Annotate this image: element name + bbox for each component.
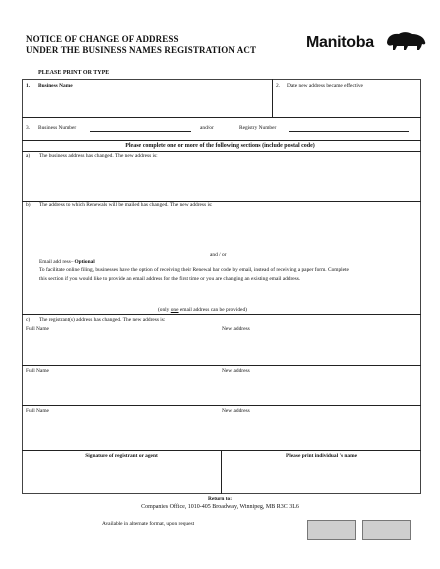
sections-heading: Please complete one or more of the following sections (include postal code) <box>125 143 315 149</box>
row1-divider <box>272 79 273 117</box>
date-num: 2. <box>276 83 281 89</box>
one-email-note <box>158 307 247 313</box>
return-address: Companies Office, 1010-405 Broadway, Winnipeg, MB R3C 3L6 <box>141 504 299 510</box>
form-button-left[interactable] <box>307 520 356 540</box>
new-address-field-2[interactable] <box>222 376 416 402</box>
business-number-field[interactable] <box>90 131 191 132</box>
section-b-letter: b) <box>26 202 31 208</box>
logo-wordmark: Manitoba <box>306 34 374 51</box>
andor-text: and/or <box>200 125 214 131</box>
email-desc-line1: To facilitate online filing, businesses have the option of receiving their Renewal bar code by email, instead of receiving a paper form. Complete <box>39 267 349 273</box>
section-a-letter: a) <box>26 153 31 159</box>
business-address-field[interactable] <box>26 162 416 198</box>
registry-number-field[interactable] <box>289 131 409 132</box>
row3-num: 3. <box>26 125 31 131</box>
row1-bottom-line <box>22 117 421 118</box>
and-or-text: and / or <box>210 252 227 258</box>
form-button-right[interactable] <box>362 520 411 540</box>
full-name-field-2[interactable] <box>26 376 216 402</box>
section-c-text: The registrant(s) address has changed. The new address is: <box>39 317 166 323</box>
one-email-pre: (only <box>158 307 171 313</box>
business-name-num: 1. <box>26 83 31 89</box>
date-effective-field[interactable] <box>285 92 417 114</box>
registrant-row2-line <box>22 405 421 406</box>
business-number-label: Business Number <box>38 125 77 131</box>
new-address-label-1: New address <box>222 326 250 332</box>
date-effective-label: Date new address became effective <box>287 83 363 89</box>
full-name-label-2: Full Name <box>26 368 49 374</box>
heading-bottom-line <box>22 151 421 152</box>
registry-number-label: Registry Number <box>239 125 277 131</box>
full-name-field-3[interactable] <box>26 416 216 446</box>
one-email-post: email address can be provided) <box>178 307 247 313</box>
renewals-address-field[interactable] <box>26 211 416 247</box>
new-address-field-1[interactable] <box>222 334 416 362</box>
alternate-format-note: Available in alternate format, upon request <box>102 521 195 527</box>
section-b-text: The address to which Renewals will be mailed has changed. The new address is: <box>39 202 213 208</box>
new-address-field-3[interactable] <box>222 416 416 446</box>
signature-label: Signature of registrant or agent <box>85 453 158 459</box>
manitoba-logo <box>306 34 430 54</box>
one-email-one: one <box>170 307 179 313</box>
business-name-label: Business Name <box>38 83 73 89</box>
row3-bottom-line <box>22 140 421 141</box>
email-label: Email add ress– <box>39 259 74 265</box>
section-a-text: The business address has changed. The new address is: <box>39 153 158 159</box>
email-label-wrap <box>39 259 95 265</box>
new-address-label-3: New address <box>222 408 250 414</box>
registrant-row1-line <box>22 365 421 366</box>
section-c-letter: c) <box>26 317 31 323</box>
new-address-label-2: New address <box>222 368 250 374</box>
return-to-label: Return to: <box>207 496 233 502</box>
print-note: PLEASE PRINT OR TYPE <box>38 70 110 76</box>
email-optional: Optional <box>74 259 95 265</box>
full-name-label-1: Full Name <box>26 326 49 332</box>
email-desc-line2: this section if you would like to provide an email address for the first time or you are changing an existing email address. <box>39 276 301 282</box>
full-name-field-1[interactable] <box>26 334 216 362</box>
print-name-field[interactable] <box>226 462 416 491</box>
section-b-bottom-line <box>22 314 421 315</box>
print-name-label: Please print individual 's name <box>286 453 357 459</box>
full-name-label-3: Full Name <box>26 408 49 414</box>
business-name-field[interactable] <box>36 92 268 114</box>
email-field[interactable] <box>39 286 416 304</box>
form-title-line2: UNDER THE BUSINESS NAMES REGISTRATION ACT <box>26 45 257 55</box>
signature-field[interactable] <box>26 462 216 491</box>
form-title-line1: NOTICE OF CHANGE OF ADDRESS <box>26 34 179 44</box>
bison-icon <box>384 30 428 52</box>
